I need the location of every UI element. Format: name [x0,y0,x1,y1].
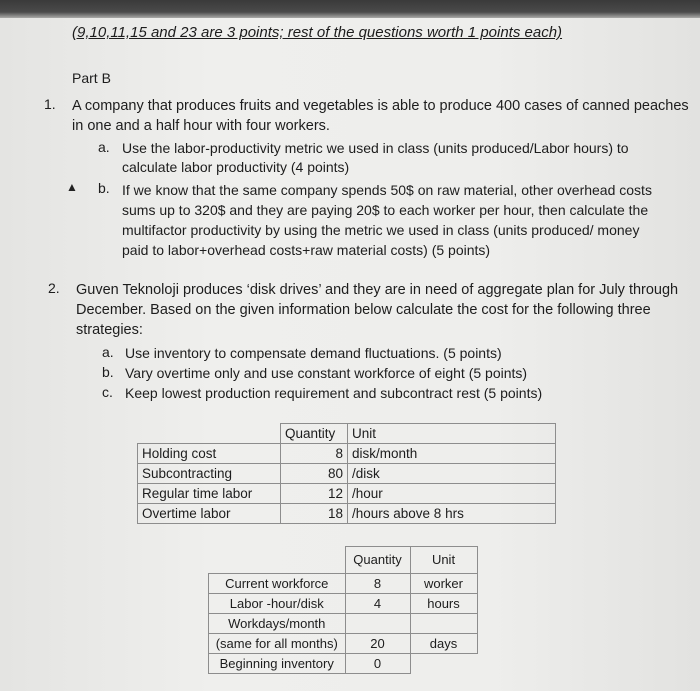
row-label: Current workforce [209,573,346,593]
q1-b-letter: b. [98,180,110,196]
row-quantity: 18 [281,504,348,524]
row-unit: days [410,633,477,653]
row-quantity: 0 [345,653,410,673]
table-header-row [138,424,556,444]
table-row [138,504,556,524]
row-quantity: 8 [281,444,348,464]
quantity-header: Quantity [281,424,348,444]
row-quantity: 12 [281,484,348,504]
q2-a-letter: a. [102,344,114,360]
q2-c-text: Keep lowest production requirement and subcontract rest (5 points) [125,385,543,401]
q1-a-line: Use the labor-productivity metric we used in class (units produced/Labor hours) to [122,140,629,156]
q1-b-line: multifactor productivity by using the metric we used in class (units produced/ money [122,222,640,238]
row-unit [410,613,477,633]
quantity-header: Quantity [345,547,410,574]
question-1-line: in one and a half hour with four workers. [72,118,330,134]
q1-b-line: If we know that the same company spends 50$ on raw material, other overhead costs [122,182,652,198]
q1-b-line: paid to labor+overhead costs+raw material costs) (5 points) [122,242,491,258]
row-quantity: 8 [345,573,410,593]
row-unit: disk/month [348,444,556,464]
cost-table [137,423,556,524]
table-row [138,464,556,484]
row-label: Regular time labor [138,484,281,504]
unit-header: Unit [410,547,477,574]
row-label: Workdays/month [209,613,346,633]
document-page [0,18,700,691]
unit-header: Unit [348,424,556,444]
table-row [209,633,478,653]
q1-b-line: sums up to 320$ and they are paying 20$ to each worker per hour, then calculate the [122,202,649,218]
q2-c-letter: c. [102,384,113,400]
question-2-line: strategies: [76,322,143,338]
question-2-text [76,280,678,340]
row-label: Overtime labor [138,504,281,524]
row-label: Holding cost [138,444,281,464]
row-label: Subcontracting [138,464,281,484]
table-header-row [209,547,478,574]
row-unit: /hours above 8 hrs [348,504,556,524]
table-row [138,484,556,504]
row-quantity: 4 [345,593,410,613]
workforce-table [208,546,478,674]
question-2-line: Guven Teknoloji produces ‘disk drives’ and they are in need of aggregate plan for July through [76,282,679,298]
question-1-text [72,96,689,136]
table-row [209,653,478,673]
q1-a-text [122,139,629,177]
row-quantity [345,613,410,633]
row-unit: /hour [348,484,556,504]
table-row [209,613,478,633]
table-row [138,444,556,464]
table-row [209,573,478,593]
question-2-number: 2. [48,280,60,296]
row-quantity: 80 [281,464,348,484]
question-1-number: 1. [44,96,56,112]
mouse-cursor-icon: ▲ [66,180,78,194]
row-unit: worker [410,573,477,593]
row-label: (same for all months) [209,633,346,653]
table-row [209,593,478,613]
q1-b-text [122,180,652,260]
question-2-line: December. Based on the given information below calculate the cost for the following three [76,302,651,318]
q1-a-letter: a. [98,139,110,155]
points-header: (9,10,11,15 and 23 are 3 points; rest of the questions worth 1 points each) [72,24,563,41]
row-label: Labor -hour/disk [209,593,346,613]
question-1-line: A company that produces fruits and vegetables is able to produce 400 cases of canned peaches [72,98,689,114]
row-unit: hours [410,593,477,613]
row-quantity: 20 [345,633,410,653]
q2-a-text: Use inventory to compensate demand fluctuations. (5 points) [125,345,502,361]
part-title: Part B [72,70,111,86]
q2-b-letter: b. [102,364,114,380]
row-unit: /disk [348,464,556,484]
q1-a-line: calculate labor productivity (4 points) [122,159,350,175]
row-unit [410,653,477,673]
q2-b-text: Vary overtime only and use constant workforce of eight (5 points) [125,365,528,381]
row-label: Beginning inventory [209,653,346,673]
